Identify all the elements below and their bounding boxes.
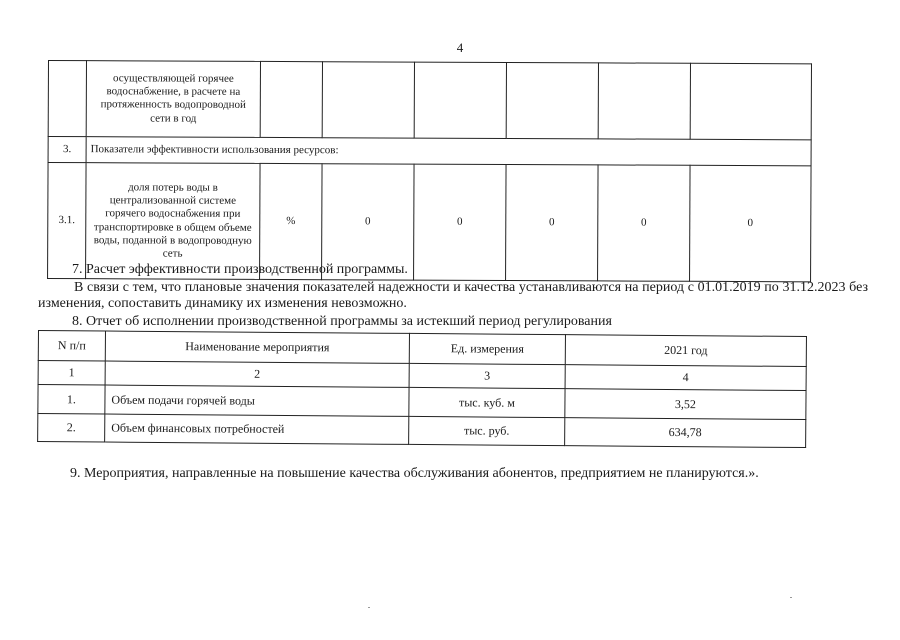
indicator-value: 0 <box>506 165 599 281</box>
row-number: 2. <box>38 413 105 442</box>
row-number: 1. <box>38 385 105 414</box>
measure-unit: тыс. куб. м <box>409 388 565 417</box>
measure-name: Объем финансовых потребностей <box>105 414 409 445</box>
section-7-heading: 7. Расчет эффективности производственной программы. <box>72 262 408 277</box>
table-row <box>38 413 806 447</box>
indicator-name: осуществляющей горячее водоснабжение, в расчете на протяженность водопроводной сети в год <box>86 61 260 137</box>
intro-paragraph: В связи с тем, что плановые значения показателей надежности и качества устанавливаются на период с 01.01.2019 по 31.12.2023 без изменения, сопоставить динамику их изменения невозможно. <box>38 280 868 311</box>
table-row <box>48 61 811 140</box>
index-cell: 2 <box>105 361 409 388</box>
measure-name: Объем подачи горячей воды <box>105 385 409 416</box>
row-number: 3. <box>48 136 86 163</box>
row-number: 3.1. <box>48 163 87 279</box>
scan-speck <box>790 597 792 598</box>
indicator-name: доля потерь воды в централизованной системе горячего водоснабжения при транспортировке в общем объеме воды, поданной в водопроводную сеть <box>86 163 261 279</box>
indicator-value <box>690 63 811 139</box>
indicator-value: 0 <box>598 165 691 281</box>
index-cell: 3 <box>409 364 565 389</box>
row-number <box>48 61 86 137</box>
indicator-unit <box>260 61 322 137</box>
indicators-table <box>47 60 812 282</box>
indicator-unit: % <box>260 164 323 280</box>
page-number: 4 <box>456 40 464 55</box>
section-9-text: 9. Мероприятия, направленные на повышение качества обслуживания абонентов, предприятием не планируются.». <box>70 466 759 481</box>
table-row <box>48 136 811 166</box>
indicator-value: 0 <box>414 164 507 280</box>
report-table <box>37 330 807 448</box>
index-cell: 4 <box>565 365 806 391</box>
column-header: Ед. измерения <box>409 333 565 364</box>
index-cell: 1 <box>38 361 105 386</box>
column-header: N п/п <box>38 331 105 362</box>
section-heading: Показатели эффективности использования ресурсов: <box>86 136 811 166</box>
indicator-value: 0 <box>690 166 812 282</box>
section-8-heading: 8. Отчет об исполнении производственной программы за истекший период регулирования <box>72 314 612 329</box>
measure-value: 634,78 <box>565 417 806 447</box>
indicator-value <box>414 62 506 138</box>
indicator-value <box>322 62 414 138</box>
column-header: Наименование мероприятия <box>105 331 409 364</box>
indicator-value <box>598 63 690 139</box>
column-header: 2021 год <box>565 335 806 367</box>
measure-value: 3,52 <box>565 389 806 419</box>
scan-speck <box>368 607 370 608</box>
measure-unit: тыс. руб. <box>409 416 565 446</box>
indicator-value <box>506 63 598 139</box>
indicator-value: 0 <box>322 164 415 280</box>
